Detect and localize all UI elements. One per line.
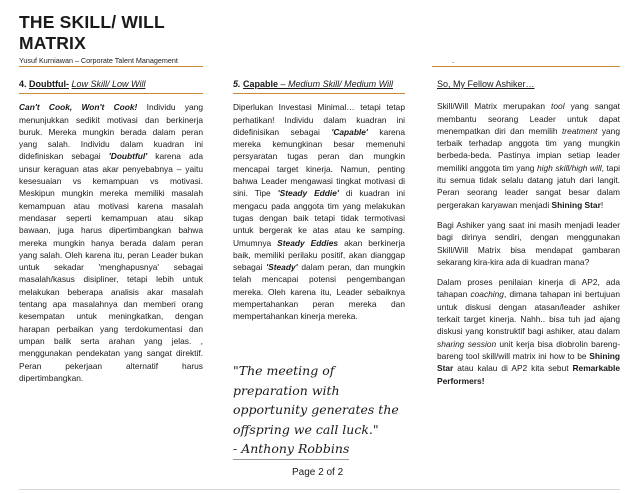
column-capable xyxy=(233,78,405,331)
emphasis-text: tool xyxy=(551,101,565,112)
header-rule-right xyxy=(432,66,620,67)
strong-text: Remarkable Performers! xyxy=(437,363,620,386)
body-text: yang sangat membantu seorang Leader untuk dapat menempatkan diri dan memilih xyxy=(437,101,620,136)
paragraph-summary-3 xyxy=(437,276,620,387)
heading-label: Capable xyxy=(243,79,279,89)
term-text: Steady Eddies xyxy=(277,237,339,248)
footer-rule xyxy=(19,489,620,490)
strong-text: Shining Star xyxy=(551,199,601,210)
term-text: 'Steady Eddie' xyxy=(277,188,339,199)
heading-number: 4. xyxy=(19,79,27,89)
paragraph-capable xyxy=(233,101,405,322)
section-heading-doubtful xyxy=(19,78,203,94)
emphasis-text: treatment xyxy=(561,125,598,136)
strong-text: Shining Star xyxy=(437,350,620,374)
pull-quote xyxy=(233,361,403,460)
body-text: atau kalau di AP2 kita sebut xyxy=(453,363,573,374)
column-doubtful xyxy=(19,78,203,392)
body-text: unit kerja bisa diobrolin bareng-bareng tool skill/will matrix ini how to be xyxy=(437,338,620,361)
heading-subtitle: – Medium Skill/ Medium Will xyxy=(278,79,393,89)
body-text: Skill/Will Matrix merupakan xyxy=(437,101,552,112)
section-heading-capable xyxy=(233,78,405,94)
document-title: THE SKILL/ WILL MATRIX xyxy=(19,12,165,53)
paragraph-doubtful xyxy=(19,101,203,384)
heading-label: Doubtful- xyxy=(29,79,70,89)
body-text: karena ada unsur keraguan atas akar penyebabnya – yaitu kesesuaian vs kemampuan vs motivasi. Meskipun mungkin mereka memiliki masalah kemampuan atau motivasi karena masalah mendasar seperti kemampuan atau sikap bawaan, juga harus dipertimbangkan bahwa mereka mungkin hanya berada dalam peran yang salah. Oleh karena itu, peran Leader bukan untuk sekadar 'menghapusnya' sebagai masalah/kasus disipliner, tetapi lebih untuk melakukan beberapa analisis akar masalah tentang apa masalahnya dan memberi orang kesempatan untuk meningkatkan, dengan harapan perbaikan yang terdokumentasi dan umpan balik serta arahan yang jelas. , menggunakan pendekatan yang sangat direktif. Peran pekerjaan alternatif harus dipertimbangkan. xyxy=(19,151,203,383)
emphasis-text: high skill/high will xyxy=(536,162,602,173)
header-rule-left xyxy=(19,66,203,67)
header-dot: . xyxy=(452,56,455,65)
quote-author: - Anthony Robbins xyxy=(233,439,349,460)
document-subtitle: Yusuf Kurniawan – Corporate Talent Management xyxy=(19,56,178,65)
body-text: Dalam proses penilaian kinerja di AP2, ada tahapan xyxy=(437,277,620,300)
body-text: dalam peran, dan mungkin telah mencapai potensi pengembangan mereka. Oleh karena itu, Leader sebaiknya mempertahankan peran mereka dan mempertahankan kinerja mereka. xyxy=(233,262,405,322)
lead-text: Can't Cook, Won't Cook! xyxy=(19,102,138,113)
body-text: Diperlukan Investasi Minimal… tetapi tetap perhatikan! Individu dalam kuadran ini didefinisikan sebagai xyxy=(233,102,405,137)
paragraph-summary-2: Bagi Ashiker yang saat ini masih menjadi leader bagi dirinya sendiri, dengan menggunakan Skill/Will Matrix bisa mendapat gambaran sekarang kira-kira ada di kuadran mana? xyxy=(437,219,620,267)
quote-text: "The meeting of preparation with opportunity generates the offspring we call luck." xyxy=(233,363,399,437)
term-text: 'Steady' xyxy=(266,262,298,273)
term-text: 'Doubtful' xyxy=(108,151,148,162)
body-text: ! xyxy=(600,199,604,210)
body-text: di kuadran ini mengacu pada anggota tim yang melakukan tugas dengan baik tetapi tidak termotivasi untuk bergerak ke atas atau ke samping. Umumnya xyxy=(233,188,405,248)
body-text: Individu yang menunjukkan sedikit motivasi dan berkinerja buruk. Mereka mungkin berada dalam peran yang salah. Individu dalam kuadran ini didefiniskan sebagai xyxy=(19,102,203,162)
column-summary xyxy=(437,78,620,395)
body-text: , dimana tahapan ini bertujuan untuk diskusi dengan atasan/leader ashiker terkait target kinerja. Nahh.. bisa tuh jad ajang diskusi yang konstruktif bagi ashiker, atau dalam xyxy=(437,289,620,337)
page-number: Page 2 of 2 xyxy=(292,467,344,478)
paragraph-summary-1 xyxy=(437,100,620,211)
emphasis-text: sharing session xyxy=(437,338,497,349)
body-text: karena mereka kemungkinan besar memenuhi persyaratan tugas peran dan mungkin mencapai target kinerja. Namun, penting bahwa Leader mengawasi tingkat motivasi di sini. Tipe xyxy=(233,126,405,199)
section-heading-summary: So, My Fellow Ashiker… xyxy=(437,79,535,89)
emphasis-text: coaching xyxy=(470,289,504,300)
term-text: 'Capable' xyxy=(331,126,368,137)
heading-subtitle: Low Skill/ Low Will xyxy=(71,79,146,89)
body-text: , tapi itu semua tidak selalu datang jatuh dari langit. Peran seorang leader sangat besar dalam pergerakan karyawan menjadi xyxy=(437,162,620,210)
body-text: yang terbaik terhadap anggota tim yang mungkin berbeda-beda. Pastinya impian setiap leader memiliki anggota tim yang xyxy=(437,125,620,173)
heading-number: 5. xyxy=(233,79,241,89)
body-text: akan berkinerja baik, memiliki perilaku positif, akan dianggap sebagai xyxy=(233,237,405,273)
